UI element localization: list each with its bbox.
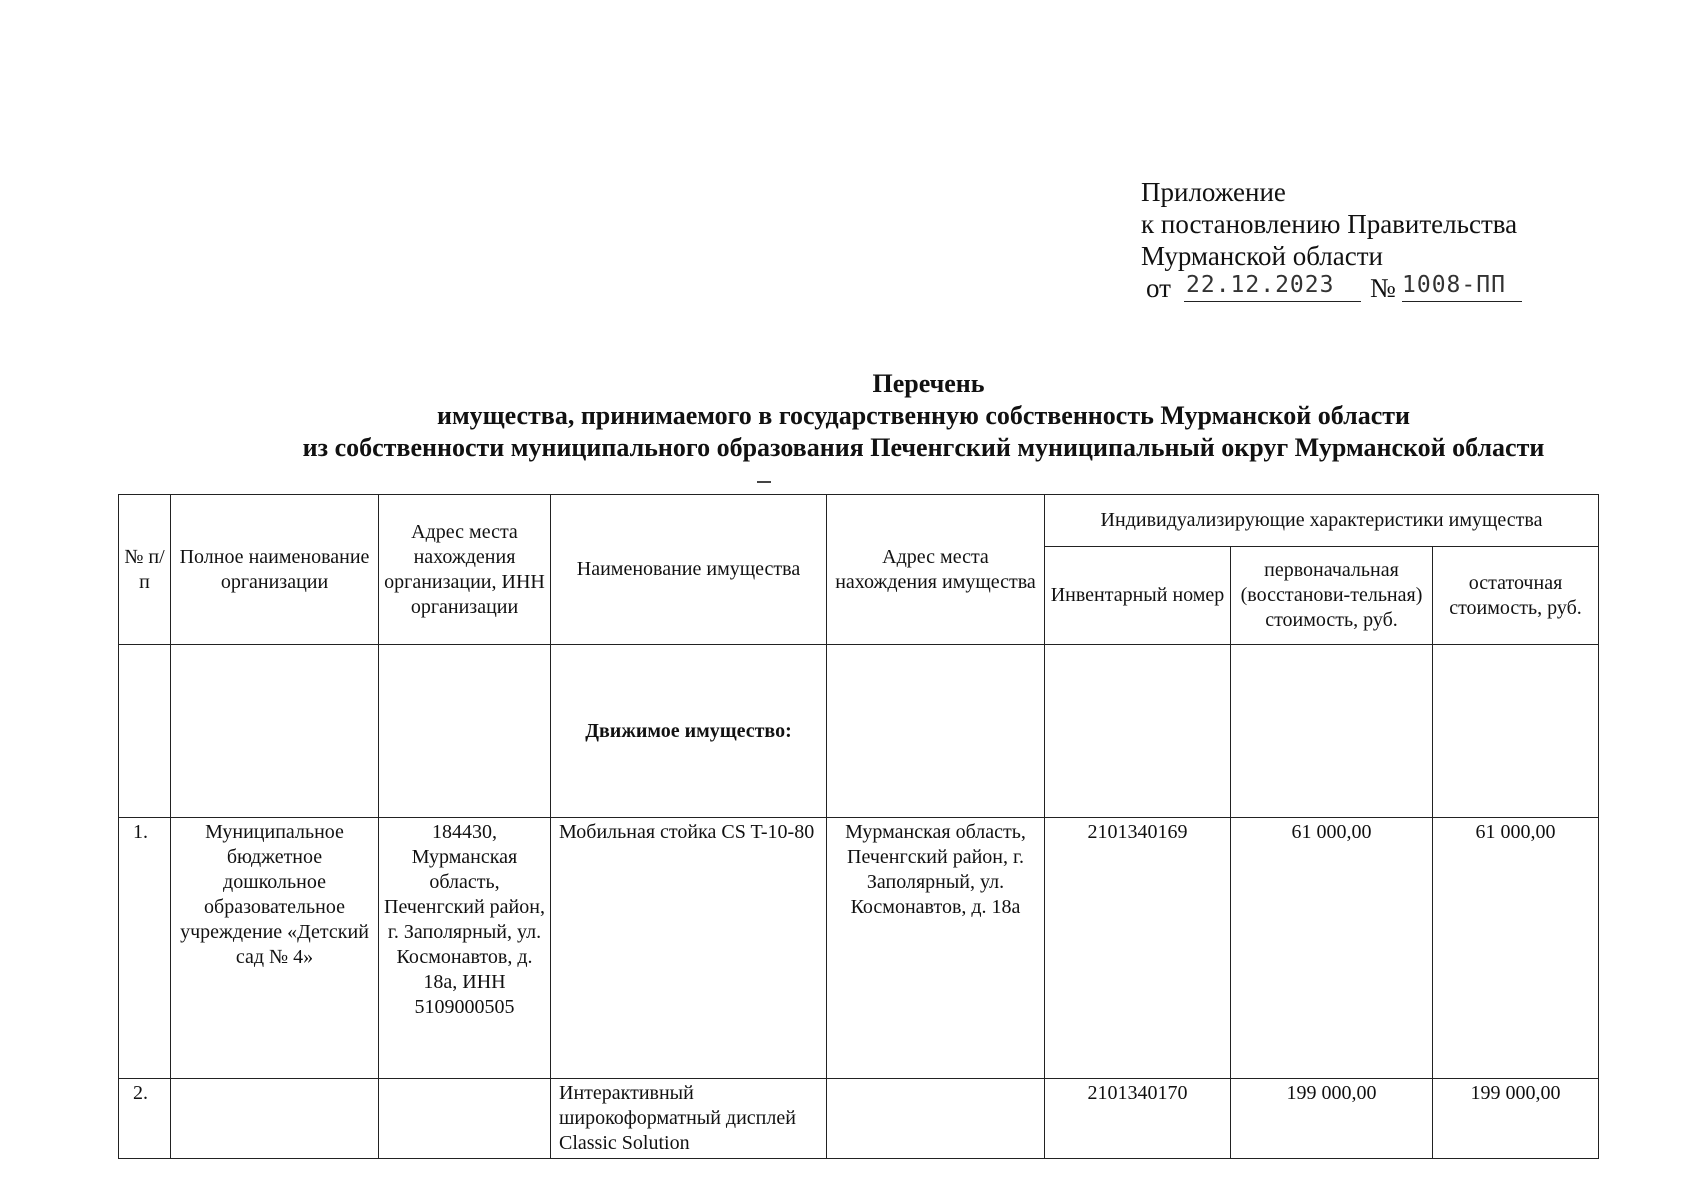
header-characteristics-group: Индивидуализирующие характеристики имущества	[1045, 495, 1599, 547]
row-initial-cost: 199 000,00	[1231, 1079, 1433, 1159]
title-line-2: имущества, принимаемого в государственную собственность Мурманской области	[436, 401, 1411, 430]
row-num: 2.	[119, 1079, 171, 1159]
header-initial-cost: первоначальная (восстанови-тельная) стоимость, руб.	[1231, 547, 1433, 645]
appendix-title: Приложение	[1141, 177, 1286, 207]
header-row-top	[119, 495, 1599, 547]
number-prefix: №	[1370, 273, 1396, 303]
row-org-name: Муниципальное бюджетное дошкольное образовательное учреждение «Детский сад № 4»	[171, 818, 379, 1079]
header-residual-cost: остаточная стоимость, руб.	[1433, 547, 1599, 645]
document-title	[0, 368, 1707, 464]
separator-dash	[757, 481, 771, 483]
row-org-name	[171, 1079, 379, 1159]
header-property-name: Наименование имущества	[551, 495, 827, 645]
decree-date: 22.12.2023	[1184, 269, 1361, 302]
decree-number: 1008-ПП	[1402, 269, 1522, 302]
row-initial-cost: 61 000,00	[1231, 818, 1433, 1079]
appendix-region: Мурманской области	[1141, 241, 1383, 271]
row-org-address	[379, 1079, 551, 1159]
title-line-1: Перечень	[872, 369, 985, 398]
section-row	[119, 645, 1599, 818]
appendix-reference: к постановлению Правительства	[1141, 209, 1518, 239]
header-num: № п/п	[119, 495, 171, 645]
table-row	[119, 818, 1599, 1079]
row-property-address: Мурманская область, Печенгский район, г. Заполярный, ул. Космонавтов, д. 18а	[827, 818, 1045, 1079]
appendix-block	[1141, 176, 1517, 306]
row-residual-cost: 199 000,00	[1433, 1079, 1599, 1159]
row-property-name: Интерактивный широкоформатный дисплей Classic Solution	[551, 1079, 827, 1159]
row-inventory: 2101340170	[1045, 1079, 1231, 1159]
header-inventory: Инвентарный номер	[1045, 547, 1231, 645]
header-property-address: Адрес места нахождения имущества	[827, 495, 1045, 645]
section-label: Движимое имущество:	[551, 645, 827, 818]
row-property-address	[827, 1079, 1045, 1159]
appendix-date-line	[1146, 272, 1517, 306]
title-line-3: из собственности муниципального образования Печенгский муниципальный округ Мурманской области	[302, 433, 1545, 462]
property-table	[118, 494, 1599, 1159]
header-org-address: Адрес места нахождения организации, ИНН организации	[379, 495, 551, 645]
row-num: 1.	[119, 818, 171, 1079]
row-inventory: 2101340169	[1045, 818, 1231, 1079]
date-prefix: от	[1146, 273, 1171, 303]
row-org-address: 184430, Мурманская область, Печенгский район, г. Заполярный, ул. Космонавтов, д. 18а, ИНН 5109000505	[379, 818, 551, 1079]
row-property-name: Мобильная стойка CS T-10-80	[551, 818, 827, 1079]
table-row	[119, 1079, 1599, 1159]
row-residual-cost: 61 000,00	[1433, 818, 1599, 1079]
header-org-name: Полное наименование организации	[171, 495, 379, 645]
